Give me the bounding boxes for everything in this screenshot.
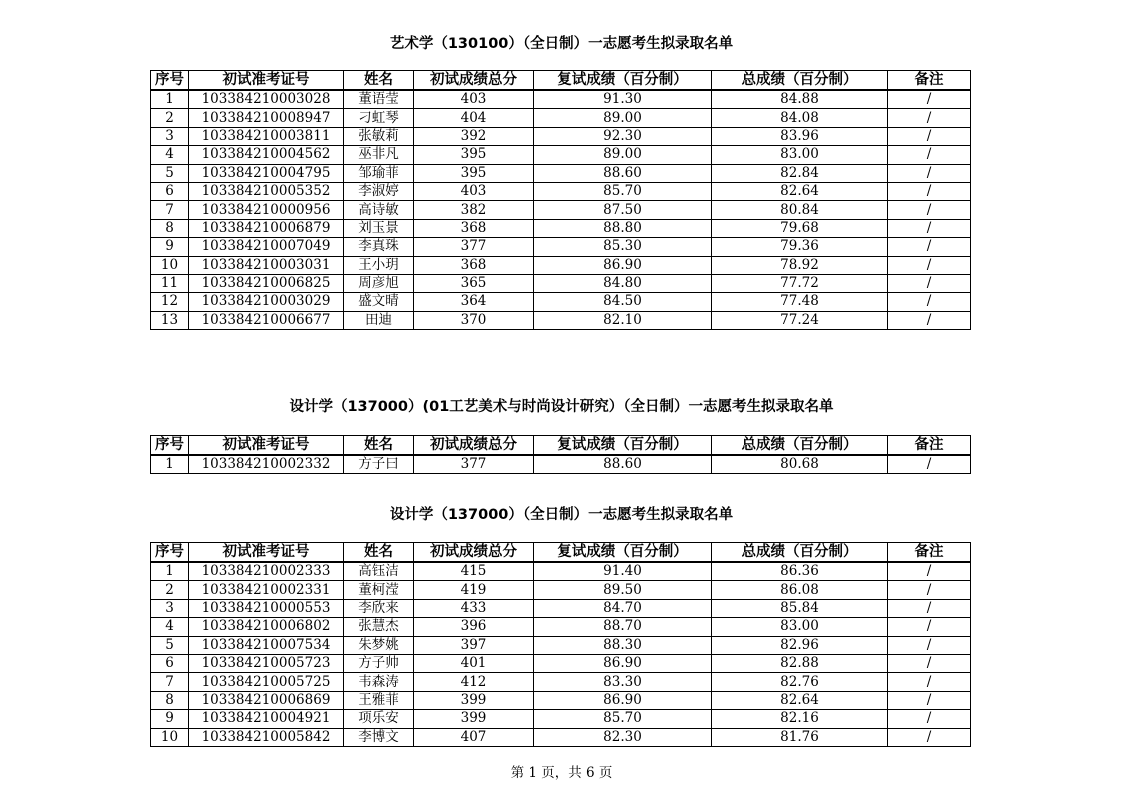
header-row-number: 序号	[151, 71, 189, 91]
cell-row-number: 3	[151, 127, 189, 145]
cell-exam-id: 103384210003029	[189, 293, 344, 311]
table-header-row	[151, 436, 971, 456]
section-title-design: 设计学（137000）（全日制）一志愿考生拟录取名单	[389, 507, 734, 523]
cell-name: 董语莹	[344, 90, 414, 109]
cell-total-score: 82.64	[712, 182, 888, 200]
cell-name: 田迪	[344, 311, 414, 329]
cell-remark: /	[888, 654, 971, 672]
cell-initial-score: 399	[414, 710, 534, 728]
cell-name: 盛文晴	[344, 293, 414, 311]
table-row	[151, 455, 971, 474]
cell-retest-score: 88.60	[534, 455, 712, 474]
cell-retest-score: 89.00	[534, 109, 712, 127]
cell-row-number: 6	[151, 654, 189, 672]
table-row	[151, 201, 971, 219]
cell-remark: /	[888, 636, 971, 654]
header-row-number: 序号	[151, 436, 189, 456]
cell-total-score: 84.88	[712, 90, 888, 109]
cell-initial-score: 433	[414, 599, 534, 617]
table-row	[151, 562, 971, 581]
cell-row-number: 4	[151, 618, 189, 636]
cell-total-score: 78.92	[712, 256, 888, 274]
cell-row-number: 9	[151, 710, 189, 728]
cell-row-number: 7	[151, 201, 189, 219]
header-exam-id: 初试准考证号	[189, 436, 344, 456]
header-total-score: 总成绩（百分制）	[712, 436, 888, 456]
cell-exam-id: 103384210003028	[189, 90, 344, 109]
cell-initial-score: 382	[414, 201, 534, 219]
cell-retest-score: 84.80	[534, 274, 712, 292]
cell-name: 高诗敏	[344, 201, 414, 219]
admission-table-art	[150, 70, 971, 330]
header-exam-id: 初试准考证号	[189, 543, 344, 563]
cell-total-score: 82.96	[712, 636, 888, 654]
cell-initial-score: 403	[414, 90, 534, 109]
cell-total-score: 80.84	[712, 201, 888, 219]
table-row	[151, 293, 971, 311]
cell-name: 李淑婷	[344, 182, 414, 200]
cell-name: 刘玉景	[344, 219, 414, 237]
cell-row-number: 13	[151, 311, 189, 329]
section-title-design-01: 设计学（137000）(01工艺美术与时尚设计研究）（全日制）一志愿考生拟录取名单	[289, 399, 834, 415]
header-remark: 备注	[888, 436, 971, 456]
cell-name: 李欣来	[344, 599, 414, 617]
cell-exam-id: 103384210000956	[189, 201, 344, 219]
cell-row-number: 5	[151, 164, 189, 182]
cell-name: 李博文	[344, 728, 414, 746]
cell-row-number: 9	[151, 238, 189, 256]
header-retest-score: 复试成绩（百分制）	[534, 436, 712, 456]
cell-total-score: 82.84	[712, 164, 888, 182]
cell-exam-id: 103384210008947	[189, 109, 344, 127]
header-name: 姓名	[344, 436, 414, 456]
cell-exam-id: 103384210006879	[189, 219, 344, 237]
cell-remark: /	[888, 293, 971, 311]
cell-remark: /	[888, 673, 971, 691]
cell-remark: /	[888, 691, 971, 709]
cell-total-score: 82.16	[712, 710, 888, 728]
cell-initial-score: 377	[414, 238, 534, 256]
cell-remark: /	[888, 201, 971, 219]
admission-table-design	[150, 542, 971, 747]
header-exam-id: 初试准考证号	[189, 71, 344, 91]
cell-exam-id: 103384210007534	[189, 636, 344, 654]
cell-name: 王小玥	[344, 256, 414, 274]
cell-name: 张敏莉	[344, 127, 414, 145]
cell-exam-id: 103384210007049	[189, 238, 344, 256]
cell-exam-id: 103384210005352	[189, 182, 344, 200]
cell-exam-id: 103384210004795	[189, 164, 344, 182]
cell-name: 刁虹琴	[344, 109, 414, 127]
cell-remark: /	[888, 219, 971, 237]
cell-total-score: 79.68	[712, 219, 888, 237]
cell-name: 巫非凡	[344, 146, 414, 164]
section-title-art: 艺术学（130100）（全日制）一志愿考生拟录取名单	[389, 36, 734, 52]
cell-remark: /	[888, 581, 971, 599]
cell-total-score: 82.88	[712, 654, 888, 672]
cell-remark: /	[888, 146, 971, 164]
cell-initial-score: 399	[414, 691, 534, 709]
cell-remark: /	[888, 182, 971, 200]
cell-row-number: 11	[151, 274, 189, 292]
header-name: 姓名	[344, 543, 414, 563]
cell-initial-score: 392	[414, 127, 534, 145]
cell-remark: /	[888, 599, 971, 617]
cell-exam-id: 103384210006802	[189, 618, 344, 636]
cell-row-number: 8	[151, 219, 189, 237]
cell-remark: /	[888, 618, 971, 636]
cell-exam-id: 103384210006825	[189, 274, 344, 292]
cell-name: 朱梦姚	[344, 636, 414, 654]
cell-name: 方子帅	[344, 654, 414, 672]
header-retest-score: 复试成绩（百分制）	[534, 71, 712, 91]
table-row	[151, 581, 971, 599]
cell-row-number: 3	[151, 599, 189, 617]
cell-name: 王雅菲	[344, 691, 414, 709]
cell-retest-score: 84.50	[534, 293, 712, 311]
cell-initial-score: 368	[414, 219, 534, 237]
cell-row-number: 10	[151, 256, 189, 274]
table-header-row	[151, 543, 971, 563]
cell-name: 董柯滢	[344, 581, 414, 599]
cell-initial-score: 395	[414, 164, 534, 182]
cell-retest-score: 86.90	[534, 256, 712, 274]
cell-row-number: 8	[151, 691, 189, 709]
header-initial-score: 初试成绩总分	[414, 543, 534, 563]
cell-initial-score: 370	[414, 311, 534, 329]
cell-retest-score: 84.70	[534, 599, 712, 617]
cell-initial-score: 396	[414, 618, 534, 636]
header-total-score: 总成绩（百分制）	[712, 543, 888, 563]
cell-total-score: 83.00	[712, 146, 888, 164]
cell-total-score: 77.48	[712, 293, 888, 311]
cell-retest-score: 86.90	[534, 691, 712, 709]
cell-row-number: 2	[151, 581, 189, 599]
cell-initial-score: 412	[414, 673, 534, 691]
table-row	[151, 311, 971, 329]
cell-total-score: 86.08	[712, 581, 888, 599]
cell-exam-id: 103384210006869	[189, 691, 344, 709]
cell-retest-score: 91.40	[534, 562, 712, 581]
cell-initial-score: 365	[414, 274, 534, 292]
cell-remark: /	[888, 728, 971, 746]
cell-remark: /	[888, 127, 971, 145]
cell-remark: /	[888, 710, 971, 728]
table-row	[151, 710, 971, 728]
cell-retest-score: 85.70	[534, 710, 712, 728]
table-row	[151, 654, 971, 672]
cell-initial-score: 397	[414, 636, 534, 654]
cell-initial-score: 404	[414, 109, 534, 127]
table-row	[151, 618, 971, 636]
cell-initial-score: 364	[414, 293, 534, 311]
cell-exam-id: 103384210003811	[189, 127, 344, 145]
cell-total-score: 77.72	[712, 274, 888, 292]
cell-exam-id: 103384210002333	[189, 562, 344, 581]
cell-name: 项乐安	[344, 710, 414, 728]
table-row	[151, 146, 971, 164]
cell-exam-id: 103384210005723	[189, 654, 344, 672]
header-remark: 备注	[888, 543, 971, 563]
cell-exam-id: 103384210004562	[189, 146, 344, 164]
cell-initial-score: 368	[414, 256, 534, 274]
cell-retest-score: 83.30	[534, 673, 712, 691]
cell-total-score: 85.84	[712, 599, 888, 617]
table-row	[151, 599, 971, 617]
cell-total-score: 80.68	[712, 455, 888, 474]
cell-row-number: 2	[151, 109, 189, 127]
table-row	[151, 238, 971, 256]
cell-row-number: 7	[151, 673, 189, 691]
cell-retest-score: 88.30	[534, 636, 712, 654]
cell-initial-score: 415	[414, 562, 534, 581]
cell-exam-id: 103384210005725	[189, 673, 344, 691]
cell-remark: /	[888, 256, 971, 274]
cell-name: 邹瑜菲	[344, 164, 414, 182]
table-row	[151, 127, 971, 145]
cell-remark: /	[888, 562, 971, 581]
cell-remark: /	[888, 164, 971, 182]
cell-total-score: 81.76	[712, 728, 888, 746]
header-row-number: 序号	[151, 543, 189, 563]
cell-exam-id: 103384210002332	[189, 455, 344, 474]
cell-total-score: 82.64	[712, 691, 888, 709]
cell-row-number: 1	[151, 455, 189, 474]
cell-retest-score: 82.10	[534, 311, 712, 329]
header-total-score: 总成绩（百分制）	[712, 71, 888, 91]
cell-retest-score: 91.30	[534, 90, 712, 109]
cell-remark: /	[888, 109, 971, 127]
cell-retest-score: 87.50	[534, 201, 712, 219]
cell-total-score: 82.76	[712, 673, 888, 691]
table-row	[151, 636, 971, 654]
cell-retest-score: 88.80	[534, 219, 712, 237]
cell-exam-id: 103384210003031	[189, 256, 344, 274]
cell-remark: /	[888, 274, 971, 292]
cell-initial-score: 377	[414, 455, 534, 474]
cell-exam-id: 103384210002331	[189, 581, 344, 599]
cell-total-score: 77.24	[712, 311, 888, 329]
cell-initial-score: 407	[414, 728, 534, 746]
cell-row-number: 1	[151, 562, 189, 581]
cell-retest-score: 86.90	[534, 654, 712, 672]
admission-table-design-01	[150, 435, 971, 474]
cell-exam-id: 103384210006677	[189, 311, 344, 329]
cell-exam-id: 103384210004921	[189, 710, 344, 728]
cell-initial-score: 403	[414, 182, 534, 200]
table-row	[151, 219, 971, 237]
header-name: 姓名	[344, 71, 414, 91]
cell-retest-score: 92.30	[534, 127, 712, 145]
cell-retest-score: 89.50	[534, 581, 712, 599]
cell-total-score: 83.96	[712, 127, 888, 145]
cell-row-number: 5	[151, 636, 189, 654]
cell-name: 韦森涛	[344, 673, 414, 691]
cell-name: 方子曰	[344, 455, 414, 474]
cell-retest-score: 88.70	[534, 618, 712, 636]
table-row	[151, 274, 971, 292]
cell-exam-id: 103384210000553	[189, 599, 344, 617]
cell-name: 周彦旭	[344, 274, 414, 292]
cell-row-number: 1	[151, 90, 189, 109]
page-footer: 第 1 页，共 6 页	[510, 765, 613, 781]
table-row	[151, 90, 971, 109]
cell-retest-score: 82.30	[534, 728, 712, 746]
cell-row-number: 10	[151, 728, 189, 746]
cell-total-score: 84.08	[712, 109, 888, 127]
table-row	[151, 182, 971, 200]
table-row	[151, 673, 971, 691]
cell-retest-score: 85.70	[534, 182, 712, 200]
cell-remark: /	[888, 90, 971, 109]
cell-initial-score: 419	[414, 581, 534, 599]
cell-name: 李真珠	[344, 238, 414, 256]
cell-initial-score: 395	[414, 146, 534, 164]
cell-retest-score: 88.60	[534, 164, 712, 182]
cell-row-number: 4	[151, 146, 189, 164]
cell-total-score: 79.36	[712, 238, 888, 256]
cell-total-score: 86.36	[712, 562, 888, 581]
table-row	[151, 728, 971, 746]
cell-initial-score: 401	[414, 654, 534, 672]
table-row	[151, 109, 971, 127]
header-initial-score: 初试成绩总分	[414, 71, 534, 91]
table-header-row	[151, 71, 971, 91]
cell-retest-score: 89.00	[534, 146, 712, 164]
cell-remark: /	[888, 311, 971, 329]
cell-total-score: 83.00	[712, 618, 888, 636]
cell-row-number: 12	[151, 293, 189, 311]
cell-remark: /	[888, 455, 971, 474]
cell-name: 张慧杰	[344, 618, 414, 636]
table-row	[151, 256, 971, 274]
cell-remark: /	[888, 238, 971, 256]
cell-row-number: 6	[151, 182, 189, 200]
table-row	[151, 164, 971, 182]
header-remark: 备注	[888, 71, 971, 91]
cell-name: 高钰洁	[344, 562, 414, 581]
header-retest-score: 复试成绩（百分制）	[534, 543, 712, 563]
cell-exam-id: 103384210005842	[189, 728, 344, 746]
header-initial-score: 初试成绩总分	[414, 436, 534, 456]
cell-retest-score: 85.30	[534, 238, 712, 256]
table-row	[151, 691, 971, 709]
